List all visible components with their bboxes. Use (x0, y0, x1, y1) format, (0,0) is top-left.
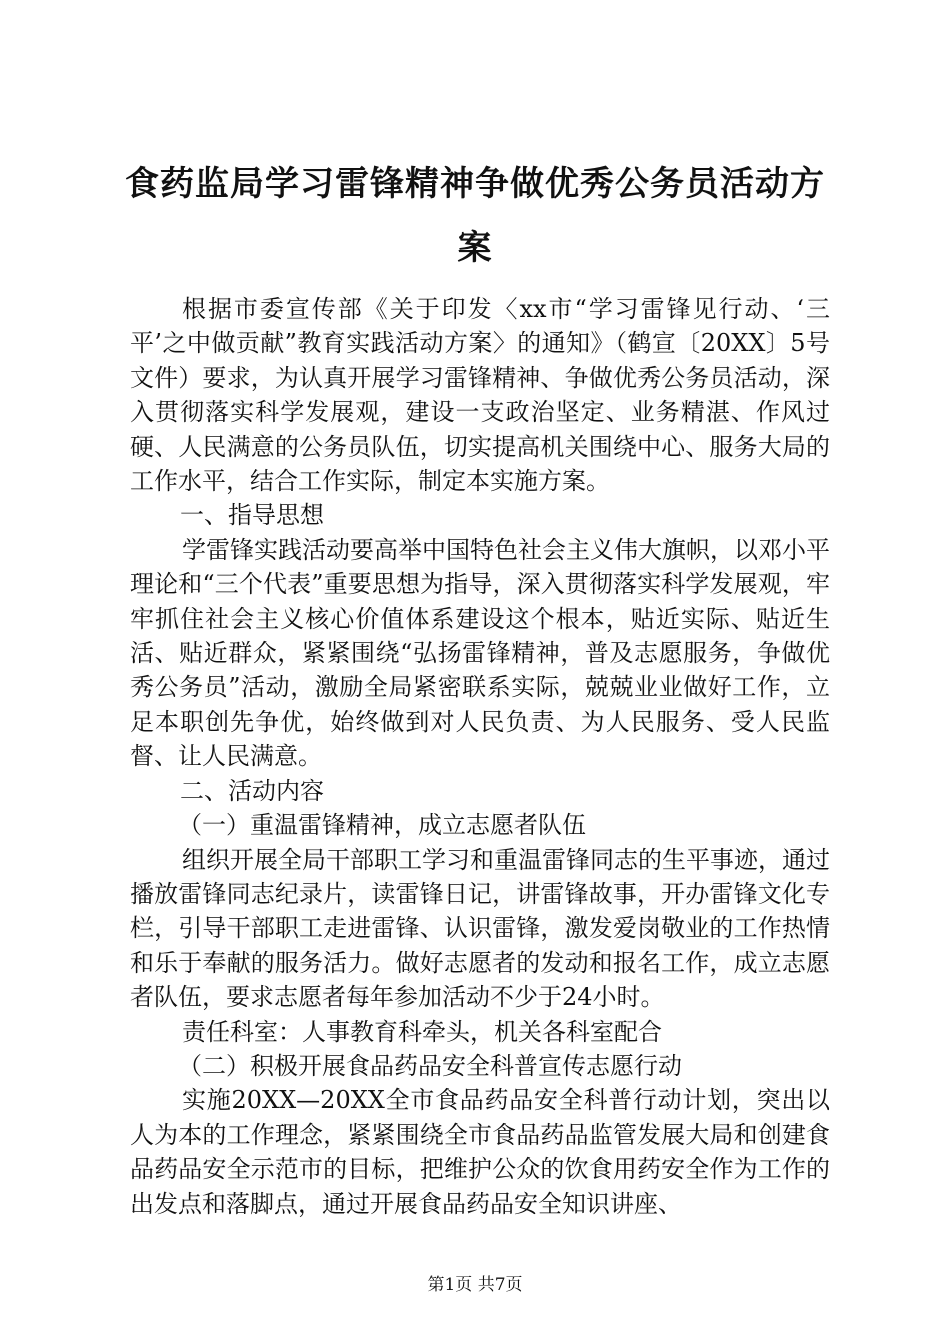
subsection-heading-1: （一）重温雷锋精神，成立志愿者队伍 (178, 811, 586, 840)
activity-1-paragraph: 组织开展全局干部职工学习和重温雷锋同志的生平事迹，通过播放雷锋同志纪录片，读雷锋日记，讲雷锋故事，开办雷锋文化专栏，引导干部职工走进雷锋、认识雷锋，激发爱岗敬业的工作热情和乐于奉献的服务活力。做好志愿者的发动和报名工作，成立志愿者队伍，要求志愿者每年参加活动不少于24小时。 (130, 845, 830, 1012)
page-footer: 第1页 共7页 (427, 1275, 523, 1295)
responsibility-line: 责任科室：人事教育科牵头，机关各科室配合 (182, 1017, 662, 1046)
section-heading-guiding-thought: 一、指导思想 (180, 501, 324, 530)
section-heading-activities: 二、活动内容 (180, 776, 324, 805)
activity-2-paragraph: 实施20XX—20XX全市食品药品安全科普行动计划，突出以人为本的工作理念，紧紧围绕全市食品药品监管发展大局和创建食品药品安全示范市的目标，把维护公众的饮食用药安全作为工作的出发点和落脚点，通过开展食品药品安全知识讲座、 (130, 1086, 830, 1218)
intro-paragraph: 根据市委宣传部《关于印发〈xx市“学习雷锋见行动、‘三平’之中做贡献”教育实践活动方案〉的通知》（鹤宣〔20XX〕5号文件）要求，为认真开展学习雷锋精神、争做优秀公务员活动，深入贯彻落实科学发展观，建设一支政治坚定、业务精湛、作风过硬、人民满意的公务员队伍，切实提高机关围绕中心、服务大局的工作水平，结合工作实际，制定本实施方案。 (130, 295, 830, 496)
document-body (130, 292, 830, 1221)
document-title: 食药监局学习雷锋精神争做优秀公务员活动方案 (125, 164, 825, 268)
subsection-heading-2: （二）积极开展食品药品安全科普宣传志愿行动 (178, 1051, 682, 1080)
guiding-thought-paragraph: 学雷锋实践活动要高举中国特色社会主义伟大旗帜，以邓小平理论和“三个代表”重要思想为指导，深入贯彻落实科学发展观，牢牢抓住社会主义核心价值体系建设这个根本，贴近实际、贴近生活、贴近群众，紧紧围绕“弘扬雷锋精神，普及志愿服务，争做优秀公务员”活动，激励全局紧密联系实际，兢兢业业做好工作，立足本职创先争优，始终做到对人民负责、为人民服务、受人民监督、让人民满意。 (130, 535, 830, 771)
